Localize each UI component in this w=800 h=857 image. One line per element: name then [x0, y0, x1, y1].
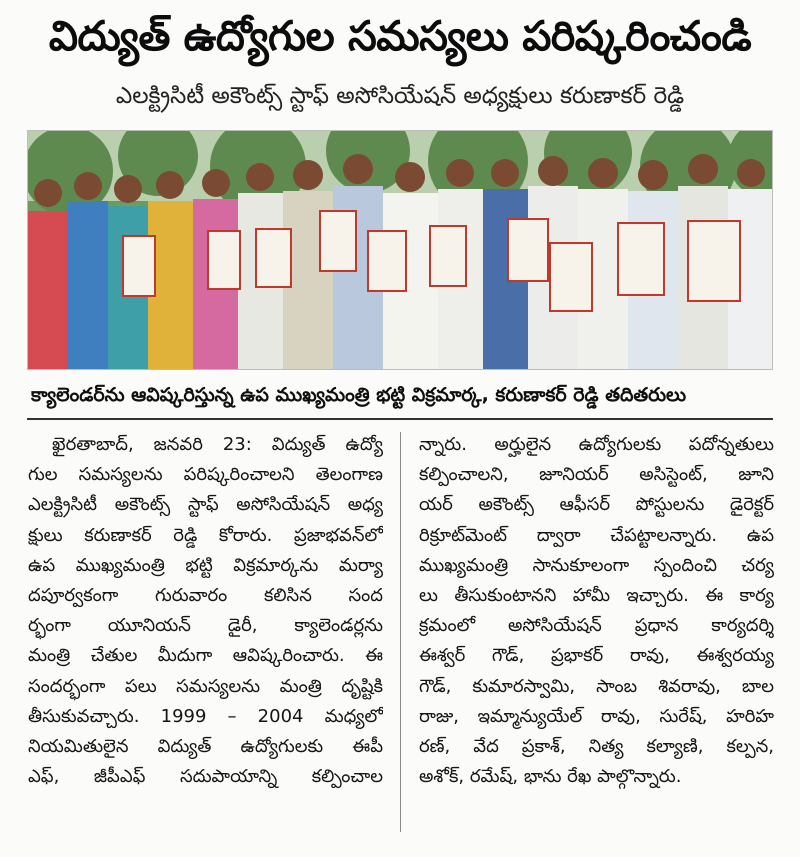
article-line: గౌడ్, కుమారస్వామి, సాంబ శివరావు, బాల	[419, 675, 774, 697]
article-line: ర్భంగా యూనియన్ డైరీ, క్యాలెండర్లను	[28, 615, 383, 637]
article-line: కల్పించాలని, జూనియర్ అసిస్టెంట్, జూని	[419, 464, 774, 486]
article-line: లు తీసుకుంటానని హామీ ఇచ్చారు. ఈ కార్య	[419, 585, 774, 607]
subheadline: ఎలక్ట్రిసిటీ అకౌంట్స్ స్టాఫ్ అసోసియేషన్ అధ్యక్షులు కరుణాకర్ రెడ్డి	[115, 83, 685, 109]
article-line: క్రమంలో అసోసియేషన్ ప్రధాన కార్యదర్శి	[419, 615, 774, 637]
article-line: రిక్రూట్‌మెంట్ ద్వారా చేపట్టాలన్నారు. ఉప	[419, 524, 774, 546]
article-line: ఎఫ్, జీపీఎఫ్ సదుపాయాన్ని కల్పించాల	[28, 766, 383, 788]
article-line: గుల సమస్యలను పరిష్కరించాలని తెలంగాణ	[28, 464, 383, 486]
headline: విద్యుత్ ఉద్యోగుల సమస్యలు పరిష్కరించండి	[48, 12, 752, 60]
article-line: తీసుకువచ్చారు. 1999 – 2004 మధ్యలో	[28, 705, 383, 727]
article-line: యర్ అకౌంట్స్ ఆఫీసర్ పోస్టులను డైరెక్టర్	[419, 494, 774, 516]
article-line: రణ్, వేద ప్రకాశ్, నిత్య కల్యాణి, కల్పన,	[419, 736, 774, 758]
article-line: రాజు, ఇమ్మాన్యుయేల్ రావు, సురేష్, హరిహ	[419, 705, 774, 727]
group-photo-calendar-release-icon	[28, 131, 773, 370]
article-line: దపూర్వకంగా గురువారం కలిసిన సంద	[28, 585, 383, 607]
article-line: న్నారు. అర్హులైన ఉద్యోగులకు పదోన్నతులు	[419, 434, 774, 455]
article-line: అశోక్, రమేష్, భాను రేఖ పాల్గొన్నారు.	[419, 766, 682, 788]
article-line: ఎలక్ట్రిసిటీ అకౌంట్స్ స్టాఫ్ అసోసియేషన్ అధ్య	[28, 494, 383, 516]
photo-caption: క్యాలెండర్‌ను ఆవిష్కరిస్తున్న ఉప ముఖ్యమంత్రి భట్టి విక్రమార్క, కరుణాకర్ రెడ్డి తదితరులు	[31, 384, 687, 406]
article-line: నియమితులైన విద్యుత్ ఉద్యోగులకు ఈపీ	[28, 736, 383, 758]
article-line: ఈశ్వర్ గౌడ్, ప్రభాకర్ రావు, ఈశ్వరయ్య	[419, 645, 774, 667]
article-line: మంత్రి చేతుల మీదుగా ఆవిష్కరించారు. ఈ	[28, 645, 383, 667]
article-column-right	[419, 430, 774, 792]
article-column-left	[28, 430, 383, 792]
article-line: క్షులు కరుణాకర్ రెడ్డి కోరారు. ప్రజాభవన్‌లో	[28, 524, 383, 546]
group-photo	[27, 130, 773, 370]
article-line: ఉప ముఖ్యమంత్రి భట్టి విక్రమార్కను మర్యా	[28, 554, 383, 576]
article-line: ఖైరతాబాద్, జనవరి 23: విద్యుత్ ఉద్యో	[52, 434, 383, 455]
article-line: సందర్భంగా పలు సమస్యలను మంత్రి దృష్టికి	[28, 675, 383, 697]
column-divider	[400, 432, 401, 832]
caption-rule	[27, 418, 773, 420]
article-line: ముఖ్యమంత్రి సానుకూలంగా స్పందించి చర్య	[419, 554, 774, 576]
